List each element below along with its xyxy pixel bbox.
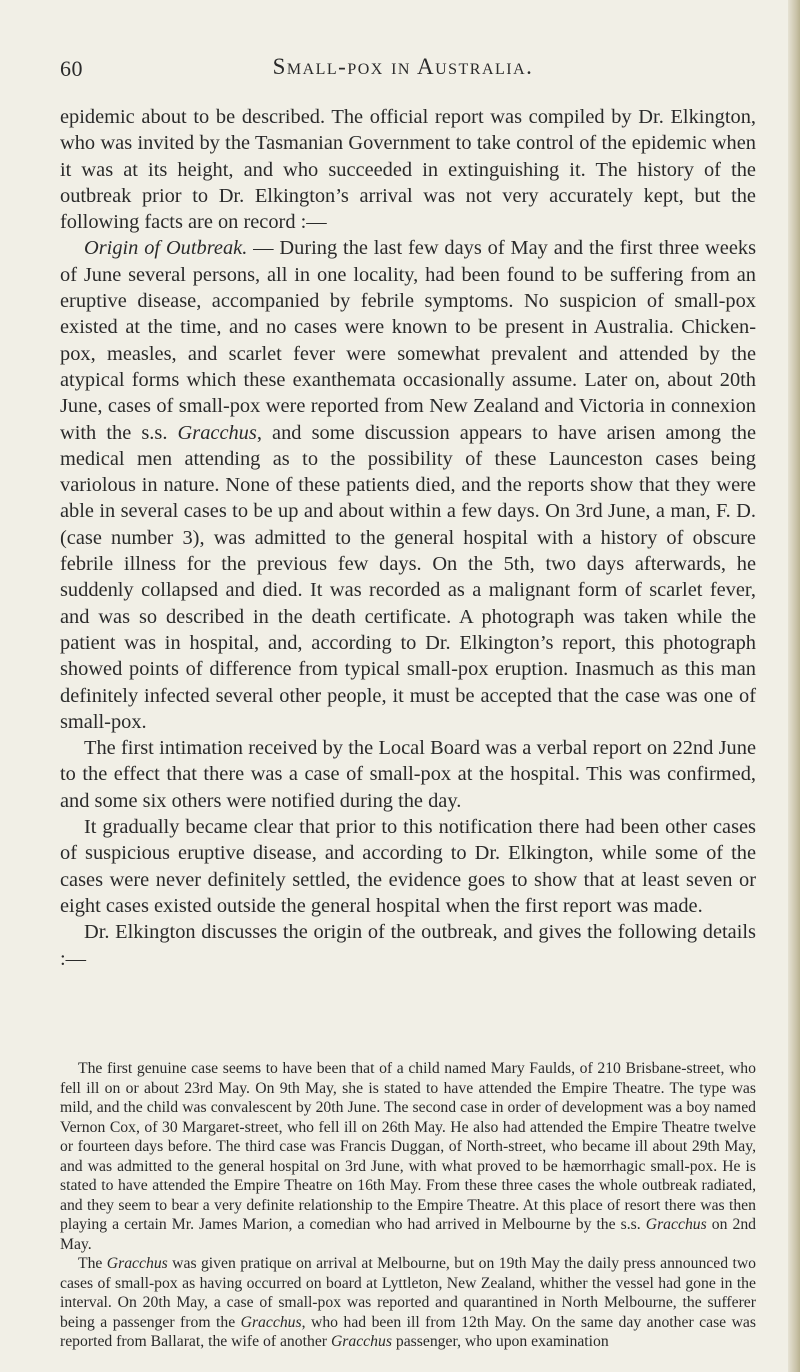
paragraph-intimation: The first intimation received by the Local Board was a verbal report on 22nd June to the effect that there was a case of small-pox at the hospital. This was confirmed, and some six others were notified during the day. xyxy=(60,737,756,812)
paragraph-gradual: It gradually became clear that prior to this notification there had been other cases of suspicious eruptive disease, and according to Dr. Elkington, while some of the cases were never definitely settled, the evidence goes to show that at least seven or eight cases existed outside the general hospital when the first report was made. xyxy=(60,816,756,917)
paragraph-origin-details: Dr. Elkington discusses the origin of the outbreak, and gives the following details :— xyxy=(60,921,756,970)
quote-paragraph-2: The Gracchus was given pratique on arrival at Melbourne, but on 19th May the daily press announced two cases of small-pox as having occurred on board at Lyttleton, New Zealand, whither the vessel had gone in the interval. On 20th May, a case of small-pox was reported and quarantined in North Melbourne, the sufferer being a passenger from the Gracchus, who had been ill from 12th May. On the same day another case was reported from Ballarat, the wife of another Gracchus passenger, who upon examination xyxy=(60,1255,756,1350)
section-heading: Origin of Outbreak. xyxy=(84,237,248,260)
quoted-report xyxy=(60,1059,756,1352)
ship-name: Gracchus xyxy=(645,1216,707,1233)
ship-name: Gracchus xyxy=(330,1333,392,1350)
ship-name: Gracchus xyxy=(106,1255,168,1272)
main-text xyxy=(60,104,756,972)
running-title: Small-pox in Australia. xyxy=(272,54,534,79)
ship-name: Gracchus xyxy=(177,421,257,444)
page-number: 60 xyxy=(60,56,83,81)
paragraph-continued: epidemic about to be described. The official report was compiled by Dr. Elkington, who was invited by the Tasmanian Government to take control of the epidemic when it was at its height, and who succeeded in extinguishing it. The history of the outbreak prior to Dr. Elkington’s arrival was not very accurately kept, but the following facts are on record :— xyxy=(60,106,756,234)
page-header xyxy=(50,48,756,84)
ship-name: Gracchus xyxy=(240,1313,302,1331)
page-edge xyxy=(788,0,800,1372)
paragraph-origin: Origin of Outbreak. — During the last few days of May and the first three weeks of June several persons, all in one locality, had been found to be suffering from an eruptive disease, accompanied by febrile symptoms. No suspicion of small-pox existed at the time, and no cases were known to be present in Australia. Chicken-pox, measles, and scarlet fever were somewhat prevalent and attended by the atypical forms which these exanthemata occasionally assume. Later on, about 20th June, cases of small-pox were reported from New Zealand and Victoria in connexion with the s.s. Gracchus, and some discussion appears to have arisen among the medical men attending as to the possibility of these Launceston cases being variolous in nature. None of these patients died, and the reports show that they were able in several cases to be up and about within a few days. On 3rd June, a man, F. D. (case number 3), was admitted to the general hospital with a history of obscure febrile illness for the previous few days. On the 5th, two days afterwards, he suddenly collapsed and died. It was recorded as a malignant form of scarlet fever, and was so described in the death certificate. A photograph was taken while the patient was in hospital, and, according to Dr. Elkington’s report, this photograph showed points of difference from typical small-pox eruption. Inasmuch as this man definitely infected several other people, it must be accepted that the case was one of small-pox. xyxy=(60,237,757,733)
quote-paragraph-1: The first genuine case seems to have been that of a child named Mary Faulds, of 210 Brisbane-street, who fell ill on or about 23rd May. On 9th May, she is stated to have attended the Empire Theatre. The type was mild, and the child was convalescent by 20th June. The second case in order of development was a boy named Vernon Cox, of 30 Margaret-street, who fell ill on 26th May. He also had attended the Empire Theatre twelve or fourteen days before. The third case was Francis Duggan, of North-street, who became ill about 29th May, and was admitted to the general hospital on 3rd June, with what proved to be hæmorrhagic small-pox. He is stated to have attended the Empire Theatre on 16th May. From these three cases the whole outbreak radiated, and they seem to bear a very definite relationship to the Empire Theatre. At this place of resort there was then playing a certain Mr. James Marion, a comedian who had arrived in Melbourne by the s.s. Gracchus on 2nd May. xyxy=(60,1060,757,1253)
